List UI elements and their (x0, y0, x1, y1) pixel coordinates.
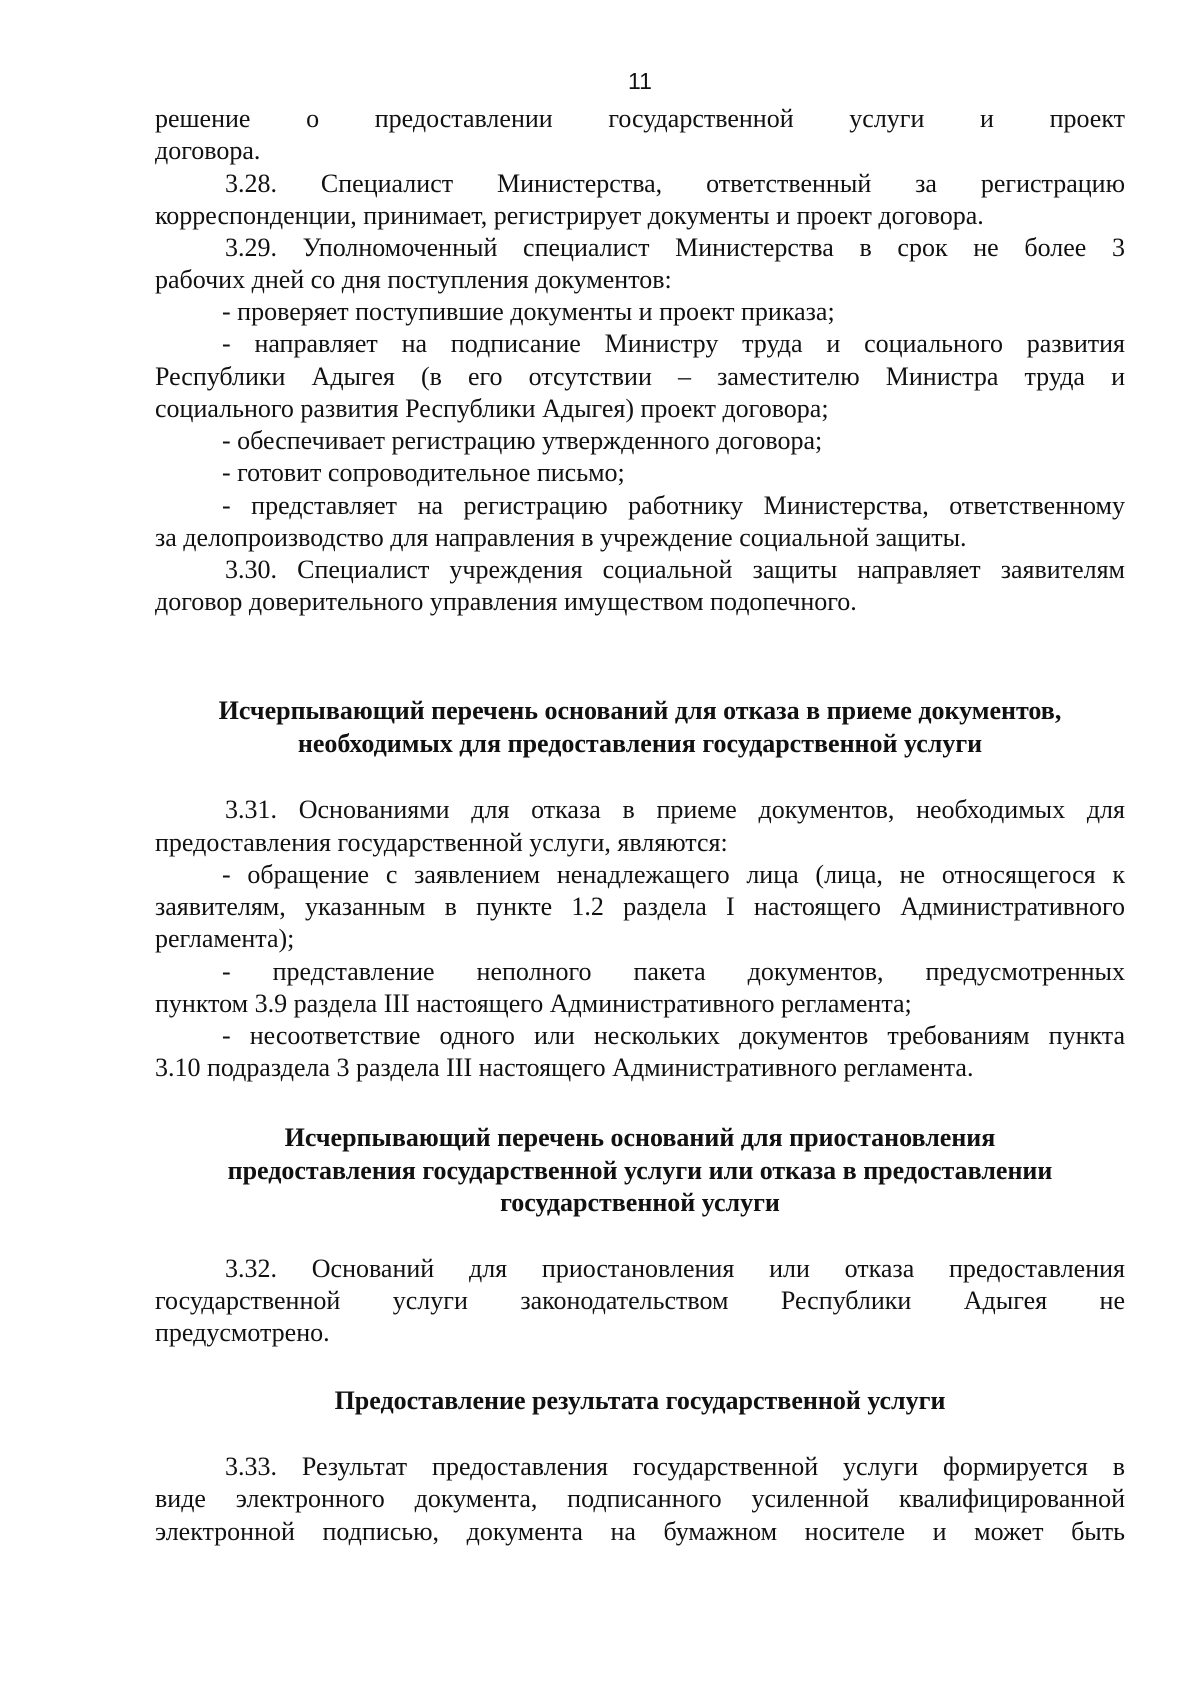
section-heading: Исчерпывающий перечень оснований для приостановления (284, 1123, 996, 1152)
section-heading: Предоставление результата государственной услуги (334, 1386, 946, 1415)
text-line: регламента); (155, 924, 295, 953)
text-line: - направляет на подписание Министру труда и социального развития (222, 329, 1125, 358)
text-line: электронной подписью, документа на бумажном носителе и может быть (155, 1517, 1125, 1546)
text-line: заявителям, указанным в пункте 1.2 раздела I настоящего Административного (155, 892, 1125, 921)
text-line: предусмотрено. (155, 1318, 330, 1347)
page-number: 11 (628, 68, 652, 94)
text-line: - представляет на регистрацию работнику Министерства, ответственному (222, 491, 1125, 520)
text-line: государственной услуги законодательством Республики Адыгея не (155, 1286, 1125, 1315)
text-line: 3.28. Специалист Министерства, ответственный за регистрацию (225, 169, 1125, 198)
text-line: решение о предоставлении государственной услуги и проект (155, 104, 1125, 133)
text-line: договор доверительного управления имуществом подопечного. (155, 587, 857, 616)
text-line: - несоответствие одного или нескольких документов требованиям пункта (222, 1021, 1125, 1050)
text-line: - представление неполного пакета документов, предусмотренных (222, 957, 1125, 986)
text-line: корреспонденции, принимает, регистрирует документы и проект договора. (155, 201, 984, 230)
text-line: 3.29. Уполномоченный специалист Министерства в срок не более 3 (225, 233, 1125, 262)
text-line: договора. (155, 136, 261, 165)
section-heading: предоставления государственной услуги или отказа в предоставлении (227, 1156, 1053, 1185)
text-line: виде электронного документа, подписанного усиленной квалифицированной (155, 1484, 1125, 1513)
text-line: за делопроизводство для направления в учреждение социальной защиты. (155, 523, 967, 552)
text-line: 3.10 подраздела 3 раздела III настоящего Административного регламента. (155, 1053, 974, 1082)
text-line: Республики Адыгея (в его отсутствии – заместителю Министра труда и (155, 362, 1125, 391)
section-heading: необходимых для предоставления государственной услуги (297, 729, 983, 758)
text-line: 3.32. Оснований для приостановления или отказа предоставления (225, 1254, 1125, 1283)
text-line: - обращение с заявлением ненадлежащего лица (лица, не относящегося к (222, 860, 1125, 889)
text-line: социального развития Республики Адыгея) проект договора; (155, 394, 829, 423)
text-line: 3.33. Результат предоставления государственной услуги формируется в (225, 1452, 1125, 1481)
text-line: - проверяет поступившие документы и проект приказа; (222, 297, 835, 326)
text-line: рабочих дней со дня поступления документов: (155, 265, 672, 294)
section-heading: государственной услуги (500, 1188, 780, 1217)
text-line: 3.30. Специалист учреждения социальной защиты направляет заявителям (225, 555, 1125, 584)
text-line: - готовит сопроводительное письмо; (222, 458, 625, 487)
text-line: - обеспечивает регистрацию утвержденного договора; (222, 426, 823, 455)
text-line: предоставления государственной услуги, являются: (155, 828, 728, 857)
text-line: пунктом 3.9 раздела III настоящего Административного регламента; (155, 989, 912, 1018)
text-line: 3.31. Основаниями для отказа в приеме документов, необходимых для (225, 795, 1125, 824)
section-heading: Исчерпывающий перечень оснований для отказа в приеме документов, (218, 696, 1062, 725)
